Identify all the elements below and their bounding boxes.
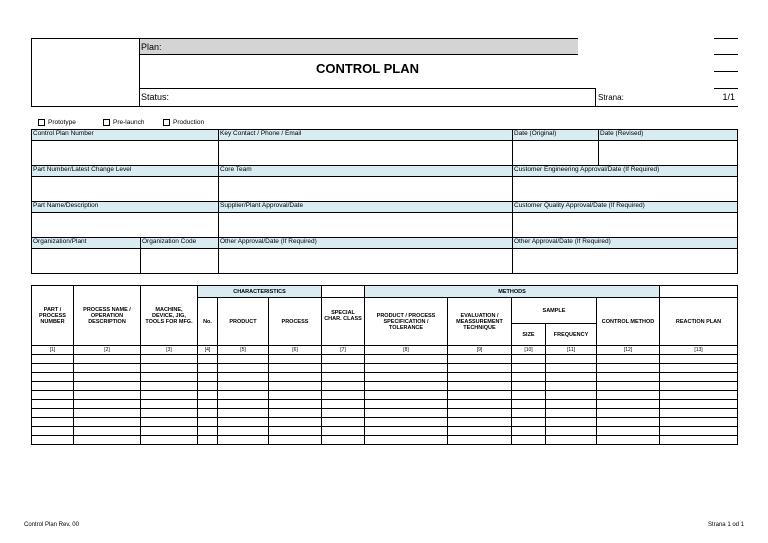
grid-line — [198, 297, 737, 298]
table-row-line — [32, 399, 737, 400]
grid-line — [32, 165, 737, 166]
grid-line — [140, 286, 141, 444]
grid-line — [217, 297, 218, 444]
customer-eng-approval-label: Customer Engineering Approval/Date (If Required) — [513, 166, 737, 176]
table-row-line — [32, 390, 737, 391]
pre-launch-label: Pre-launch — [113, 119, 145, 127]
grid-line — [268, 297, 269, 444]
table-row-line — [32, 381, 737, 382]
col-reaction-plan: REACTION PLAN — [675, 319, 722, 325]
production-checkbox[interactable] — [163, 119, 204, 127]
index-11: [11] — [567, 347, 575, 353]
index-12: [12] — [623, 347, 633, 353]
customer-quality-approval-label: Customer Quality Approval/Date (If Required) — [513, 202, 737, 212]
checkbox-icon — [163, 119, 170, 126]
revision-line-4 — [714, 88, 738, 89]
index-2: [2] — [104, 347, 110, 353]
control-plan-table — [31, 285, 738, 445]
grid-line — [73, 286, 74, 444]
page-number: 1/1 — [722, 92, 735, 102]
grid-line — [32, 237, 737, 238]
status-label: Status: — [141, 92, 170, 102]
date-original-label: Date (Original) — [513, 130, 598, 140]
col-product: PRODUCT — [229, 319, 257, 325]
methods-header: METHODS — [365, 286, 659, 297]
strana-label: Strana: — [598, 93, 624, 102]
grid-line — [512, 323, 597, 324]
grid-line — [321, 286, 322, 444]
part-name-label: Part Name/Description — [32, 202, 218, 212]
production-label: Production — [173, 119, 205, 127]
plan-label: Plan: — [141, 42, 162, 52]
grid-line — [364, 286, 365, 444]
grid-line — [197, 286, 198, 444]
grid-line — [447, 297, 448, 444]
index-4: [4] — [204, 347, 211, 353]
table-row-line — [32, 426, 737, 427]
footer-revision: Control Plan Rev. 00 — [24, 522, 79, 528]
grid-line — [512, 130, 513, 273]
index-7: [7] — [340, 347, 346, 353]
checkbox-icon — [38, 119, 45, 126]
prototype-checkbox[interactable] — [38, 119, 76, 127]
info-grid — [31, 129, 738, 274]
index-9: [9] — [476, 347, 483, 353]
control-plan-number-label: Control Plan Number — [32, 130, 218, 140]
grid-line — [32, 140, 737, 141]
grid-line — [32, 345, 737, 346]
index-10: [10] — [524, 347, 533, 353]
table-row-line — [32, 408, 737, 409]
grid-line — [659, 286, 660, 444]
footer-page: Strana 1 od 1 — [707, 522, 744, 528]
grid-line — [598, 130, 599, 165]
col-frequency: FREQUENCY — [553, 332, 589, 338]
other-approval-2-label: Other Approval/Date (If Required) — [513, 238, 737, 248]
sample-header: SAMPLE — [542, 307, 566, 314]
index-6: [6] — [292, 347, 298, 353]
revision-line-3 — [714, 71, 738, 72]
col-size: SIZE — [522, 332, 535, 338]
grid-line — [511, 297, 512, 444]
status-line — [140, 88, 595, 89]
col-process: PROCESS — [281, 319, 309, 325]
part-number-label: Part Number/Latest Change Level — [32, 166, 218, 176]
grid-line — [32, 201, 737, 202]
col-part-number: PART / PROCESS NUMBER — [39, 307, 66, 325]
revision-line-2 — [714, 54, 738, 55]
index-1: [1] — [49, 347, 56, 353]
grid-line — [596, 297, 597, 444]
col-no: No. — [203, 319, 212, 325]
logo-box — [31, 38, 140, 107]
index-3: [3] — [166, 347, 172, 353]
index-5: [5] — [240, 347, 246, 353]
index-13: [13] — [694, 347, 703, 353]
supplier-approval-label: Supplier/Plant Approval/Date — [219, 202, 512, 212]
page-title: CONTROL PLAN — [315, 61, 420, 76]
grid-line — [32, 248, 737, 249]
characteristics-header: CHARACTERISTICS — [198, 286, 321, 297]
table-row-line — [32, 372, 737, 373]
grid-line — [218, 130, 219, 273]
grid-line — [32, 176, 737, 177]
organization-plant-label: Organization/Plant — [32, 238, 140, 248]
col-machine: MACHINE, DEVICE, JIG, TOOLS FOR MFG. — [145, 307, 193, 325]
col-process-name: PROCESS NAME / OPERATION DESCRIPTION — [83, 307, 131, 325]
table-row-line — [32, 417, 737, 418]
table-row-line — [32, 435, 737, 436]
index-8: [8] — [403, 347, 409, 353]
core-team-label: Core Team — [219, 166, 512, 176]
grid-line — [32, 212, 737, 213]
other-approval-1-label: Other Approval/Date (If Required) — [219, 238, 512, 248]
col-evaluation: EVALUATION / MEASSUREMENT TECHNIQUE — [456, 313, 503, 331]
col-control-method: CONTROL METHOD — [601, 319, 655, 325]
prototype-label: Prototype — [48, 119, 76, 127]
header-bottom-line — [140, 106, 738, 107]
strana-divider — [595, 88, 596, 106]
grid-line — [545, 323, 546, 444]
pre-launch-checkbox[interactable] — [103, 119, 144, 127]
plan-bar — [140, 38, 578, 55]
grid-line — [32, 354, 737, 355]
grid-line — [140, 237, 141, 273]
date-revised-label: Date (Revised) — [599, 130, 737, 140]
organization-code-label: Organization Code — [141, 238, 218, 248]
table-row-line — [32, 363, 737, 364]
col-special-char: SPECIAL CHAR. CLASS — [324, 310, 362, 322]
col-specification: PRODUCT / PROCESS SPECIFICATION / TOLERANCE — [376, 313, 436, 331]
key-contact-label: Key Contact / Phone / Email — [219, 130, 512, 140]
checkbox-icon — [103, 119, 110, 126]
revision-line-1 — [714, 38, 738, 39]
